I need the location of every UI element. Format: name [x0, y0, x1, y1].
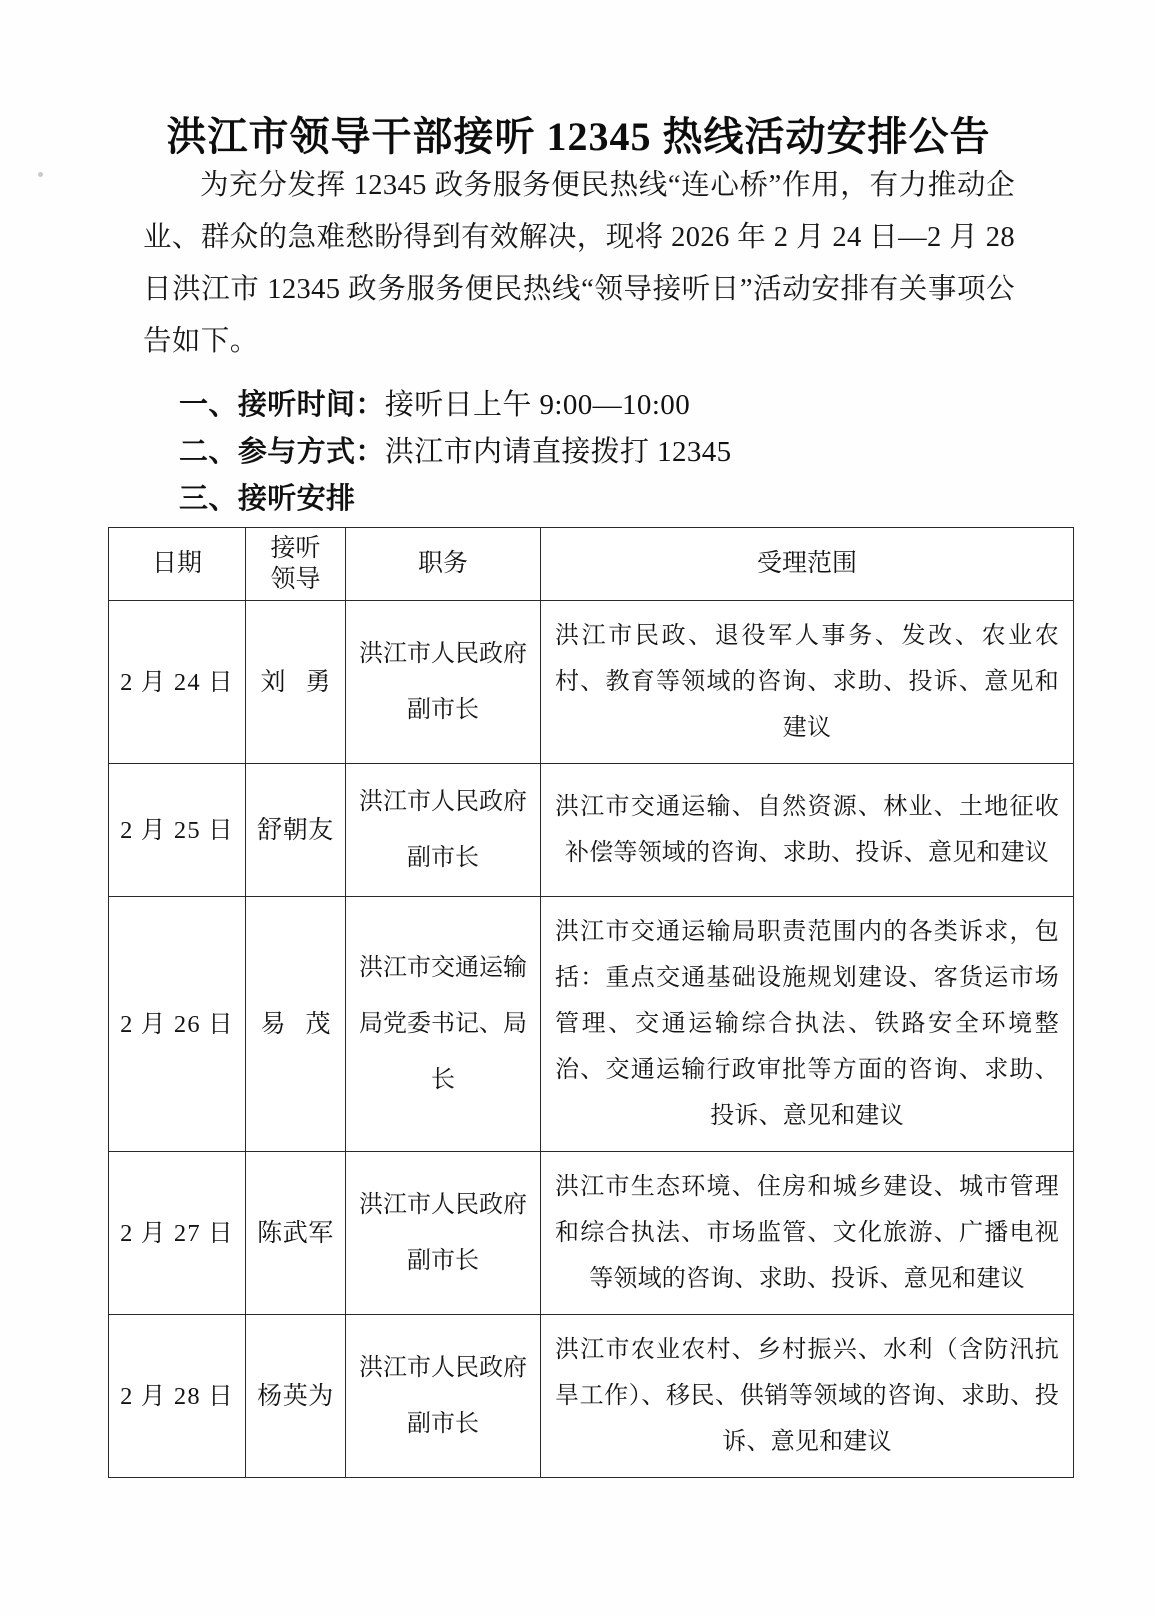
cell-post [346, 897, 541, 1152]
table-header [109, 528, 1074, 601]
cell-date: 2 月 24 日 [109, 601, 246, 764]
scan-speck [38, 172, 43, 177]
cell-date: 2 月 28 日 [109, 1315, 246, 1478]
cell-scope: 洪江市农业农村、乡村振兴、水利（含防汛抗旱工作）、移民、供销等领域的咨询、求助、投诉、意见和建议 [541, 1315, 1074, 1478]
post-line-2: 副市长 [407, 845, 479, 871]
leader-surname: 刘 [260, 668, 286, 696]
list-item-schedule [143, 476, 1015, 523]
table-row [109, 764, 1074, 897]
cell-post [346, 1152, 541, 1315]
leader-givenname: 茂 [305, 1010, 331, 1038]
column-header-leader [246, 528, 346, 601]
cell-scope: 洪江市民政、退役军人事务、发改、农业农村、教育等领域的咨询、求助、投诉、意见和建议 [541, 601, 1074, 764]
post-line-1: 洪江市人民政府 [359, 789, 527, 815]
item-value: 接听日上午 9:00—10:00 [384, 389, 691, 421]
cell-post [346, 764, 541, 897]
leader-surname: 易 [260, 1010, 286, 1038]
cell-scope: 洪江市交通运输局职责范围内的各类诉求，包括：重点交通基础设施规划建设、客货运市场管理、交通运输综合执法、铁路安全环境整治、交通运输行政审批等方面的咨询、求助、投诉、意见和建议 [541, 897, 1074, 1152]
column-header-date: 日期 [109, 528, 246, 601]
table-row [109, 1152, 1074, 1315]
post-line-1: 洪江市人民政府 [359, 1192, 527, 1218]
cell-date: 2 月 26 日 [109, 897, 246, 1152]
cell-post [346, 1315, 541, 1478]
item-value: 洪江市内请直接拨打 12345 [384, 436, 732, 468]
post-line-1: 洪江市交通运输 [359, 955, 527, 981]
table-row [109, 897, 1074, 1152]
page-title: 洪江市领导干部接听 12345 热线活动安排公告 [166, 113, 991, 159]
table-header-row [109, 528, 1074, 601]
post-line-1: 洪江市人民政府 [359, 1355, 527, 1381]
item-number: 二、 [179, 436, 238, 468]
cell-leader: 陈武军 [246, 1152, 346, 1315]
item-label: 接听安排 [237, 483, 356, 515]
post-line-2: 局党委书记、局长 [359, 1011, 527, 1093]
numbered-item-list [143, 382, 1015, 523]
intro-paragraph: 为充分发挥 12345 政务服务便民热线“连心桥”作用，有力推动企业、群众的急难愁盼得到有效解决，现将 2026 年 2 月 24 日—2 月 28 日洪江市 12345 政务服务便民热线“领导接听日”活动安排有关事项公告如下。 [143, 170, 1015, 357]
schedule-table [108, 527, 1074, 1478]
table-row [109, 1315, 1074, 1478]
cell-leader: 杨英为 [246, 1315, 346, 1478]
table-body [109, 601, 1074, 1478]
item-number: 三、 [179, 483, 238, 515]
cell-leader [246, 601, 346, 764]
leader-givenname: 勇 [305, 668, 331, 696]
list-item-call-time [143, 382, 1015, 429]
column-header-scope: 受理范围 [541, 528, 1074, 601]
cell-leader [246, 897, 346, 1152]
table-row [109, 601, 1074, 764]
item-label: 接听时间： [237, 389, 385, 421]
item-label: 参与方式： [237, 436, 385, 468]
post-line-2: 副市长 [407, 697, 479, 723]
document-body [143, 160, 1015, 523]
cell-post [346, 601, 541, 764]
cell-date: 2 月 27 日 [109, 1152, 246, 1315]
item-number: 一、 [179, 389, 238, 421]
post-line-2: 副市长 [407, 1411, 479, 1437]
column-header-leader-line2: 领导 [270, 566, 321, 593]
cell-scope: 洪江市交通运输、自然资源、林业、土地征收补偿等领域的咨询、求助、投诉、意见和建议 [541, 764, 1074, 897]
cell-scope: 洪江市生态环境、住房和城乡建设、城市管理和综合执法、市场监管、文化旅游、广播电视等领域的咨询、求助、投诉、意见和建议 [541, 1152, 1074, 1315]
post-line-1: 洪江市人民政府 [359, 641, 527, 667]
cell-leader: 舒朝友 [246, 764, 346, 897]
column-header-leader-line1: 接听 [270, 535, 321, 562]
post-line-2: 副市长 [407, 1248, 479, 1274]
list-item-participation [143, 429, 1015, 476]
cell-date: 2 月 25 日 [109, 764, 246, 897]
column-header-post: 职务 [346, 528, 541, 601]
